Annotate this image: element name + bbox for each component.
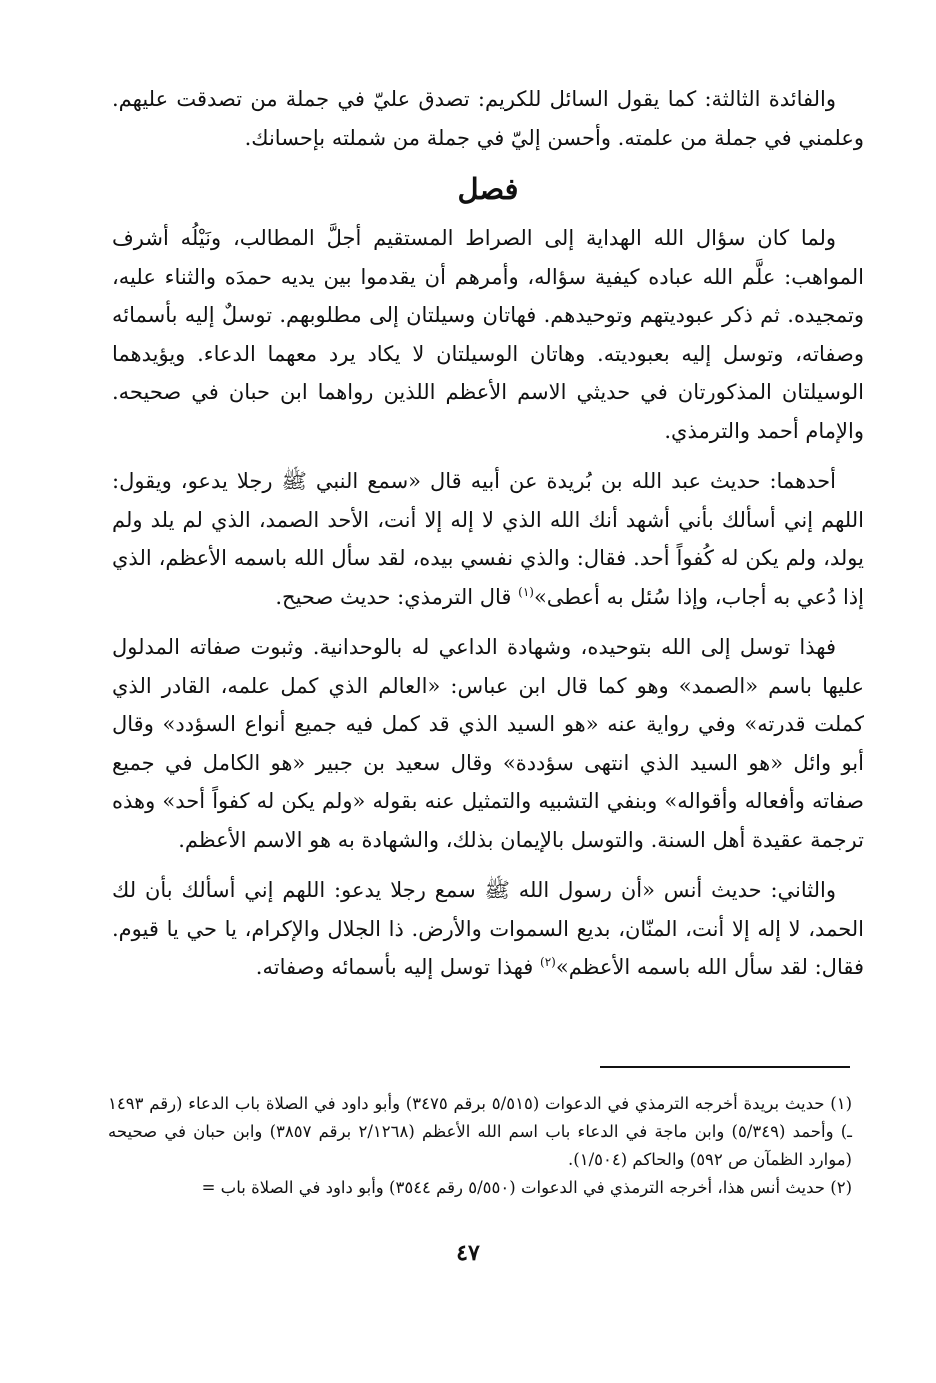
- section-heading: فصل: [457, 172, 519, 206]
- paragraph-second-hadith: [112, 871, 864, 987]
- footnote-2: (٢) حديث أنس هذا، أخرجه الترمذي في الدعوات (٥/٥٥٠ رقم ٣٥٤٤) وأبو داود في الصلاة باب =: [201, 1178, 852, 1197]
- footnote-ref-2[interactable]: (٢): [540, 955, 556, 969]
- page-number: ٤٧: [456, 1240, 480, 1266]
- first-hadith-text: أحدهما: حديث عبد الله بن بُريدة عن أبيه قال «سمع النبي ﷺ رجلا يدعو، ويقول: اللهم إني أسألك بأني أشهد أنك الله الذي لا إله إلا أنت، الأحد الصمد، الذي لم يلد ولم يولد، ولم يكن له كُفواً أحد. فقال: والذي نفسي بيده، لقد سأل الله باسمه الأعظم، الذي إذا دُعي به أجاب، وإذا سُئل به أعطى»: [112, 469, 864, 609]
- first-hadith-tail: قال الترمذي: حديث صحيح.: [275, 584, 519, 609]
- footnote-divider: [600, 1066, 850, 1068]
- footnote-ref-1[interactable]: (١): [518, 584, 534, 599]
- paragraph-benefit-three: والفائدة الثالثة: كما يقول السائل للكريم: تصدق عليّ في جملة من تصدقت عليهم. وعلمني في جملة من علمته. وأحسن إليّ في جملة من شملته بإحسانك.: [112, 87, 864, 150]
- second-hadith-tail: فهذا توسل إليه بأسمائه وصفاته.: [255, 955, 541, 979]
- paragraph-first-hadith: [112, 462, 864, 616]
- second-hadith-text: والثاني: حديث أنس «أن رسول الله ﷺ سمع رجلا يدعو: اللهم إني أسألك بأن لك الحمد، لا إله إلا أنت، المنّان، بديع السموات والأرض. ذا الجلال والإكرام، يا حي يا قيوم. فقال: لقد سأل الله باسمه الأعظم»: [112, 878, 864, 979]
- footnote-1: (١) حديث بريدة أخرجه الترمذي في الدعوات (٥/٥١٥ برقم ٣٤٧٥) وأبو داود في الصلاة باب الدعاء (رقم ١٤٩٣ ـ) وأحمد (٥/٣٤٩) وابن ماجة في الدعاء باب اسم الله الأعظم (٢/١٢٦٨ برقم ٣٨٥٧) وابن حبان في صحيحه (موارد الظمآن ص ٥٩٢) والحاكم (١/٥٠٤).: [108, 1094, 853, 1169]
- paragraph-tawhid-explanation: فهذا توسل إلى الله بتوحيده، وشهادة الداعي له بالوحدانية. وثبوت صفاته المدلول عليها باسم «الصمد» وهو كما قال ابن عباس: «العالم الذي كمل علمه، القادر الذي كملت قدرته» وفي رواية عنه «هو السيد الذي قد كمل فيه جميع أنواع السؤدد» وقال أبو وائل «هو السيد الذي انتهى سؤددة» وقال سعيد بن جبير «هو الكامل في جميع صفاته وأفعاله وأقواله» وبنفي التشبيه والتمثيل عنه بقوله «ولم يكن له كفواً أحد» وهذه ترجمة عقيدة أهل السنة. والتوسل بالإيمان بذلك، والشهادة به هو الاسم الأعظم.: [112, 635, 864, 852]
- paragraph-intro-section: ولما كان سؤال الله الهداية إلى الصراط المستقيم أجلَّ المطالب، ونَيْلُه أشرف المواهب: علَّم الله عباده كيفية سؤاله، وأمرهم أن يقدموا بين يديه حمدَه والثناء عليه، وتمجيده. ثم ذكر عبوديتهم وتوحيدهم. فهاتان وسيلتان إلى مطلوبهم. توسلٌ إليه بأسمائه وصفاته، وتوسل إليه بعبوديته. وهاتان الوسيلتان لا يكاد يرد معهما الدعاء. ويؤيدهما الوسيلتان المذكورتان في حديثي الاسم الأعظم اللذين رواهما ابن حبان في صحيحه. والإمام أحمد والترمذي.: [112, 226, 864, 443]
- footnotes-block: [108, 1090, 852, 1202]
- page-body: [112, 80, 864, 999]
